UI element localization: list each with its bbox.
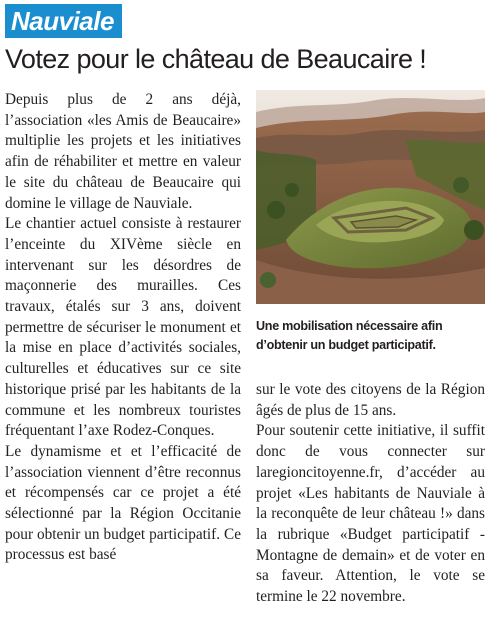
photo-caption: Une mobilisation nécessaire afin d’obtenir un budget participatif. xyxy=(256,319,443,352)
article-paragraph: sur le vote des citoyens de la Région âgés de plus de 15 ans. xyxy=(256,381,485,419)
article-column-right xyxy=(256,380,485,610)
castle-photo xyxy=(256,90,485,304)
headline: Votez pour le château de Beaucaire ! xyxy=(5,44,427,74)
article-paragraph: Le dynamisme et et l’efficacité de l’association viennent d’être reconnus et récompensés car ce projet a été sélectionné par la Région Occitanie pour obtenir un budget participatif. Ce processus est basé xyxy=(5,442,241,564)
article-paragraph: Depuis plus de 2 ans déjà, l’association «les Amis de Beaucaire» multiplie les projets et les initiatives afin de réhabiliter et mettre en valeur le site du château de Beaucaire qui domine le village de Nauviale. xyxy=(5,91,241,212)
article-paragraph: Le chantier actuel consiste à restaurer l’enceinte du XIVème siècle en intervenant sur les désordres de maçonnerie des murailles. Ces travaux, étalés sur 3 ans, doivent permettre de sécuriser le monument et la mise en place d’activités sociales, culturelles et éducatives sur ce site historique prisé par les habitants de la commune et les nombreux touristes fréquentant l’axe Rodez-Conques. xyxy=(5,215,241,440)
section-tag: Nauviale xyxy=(5,4,122,38)
article-column-left xyxy=(5,90,241,615)
castle-photo-illustration xyxy=(256,90,485,304)
article-paragraph: Pour soutenir cette initiative, il suffit donc de vous connecter sur laregioncitoyenne.fr, d’accéder au projet «Les habitants de Nauviale à la reconquête de leur château !» dans la rubrique «Budget participatif - Montagne de demain» et de voter en sa faveur. Attention, le vote se termine le 22 novembre. xyxy=(256,422,485,606)
